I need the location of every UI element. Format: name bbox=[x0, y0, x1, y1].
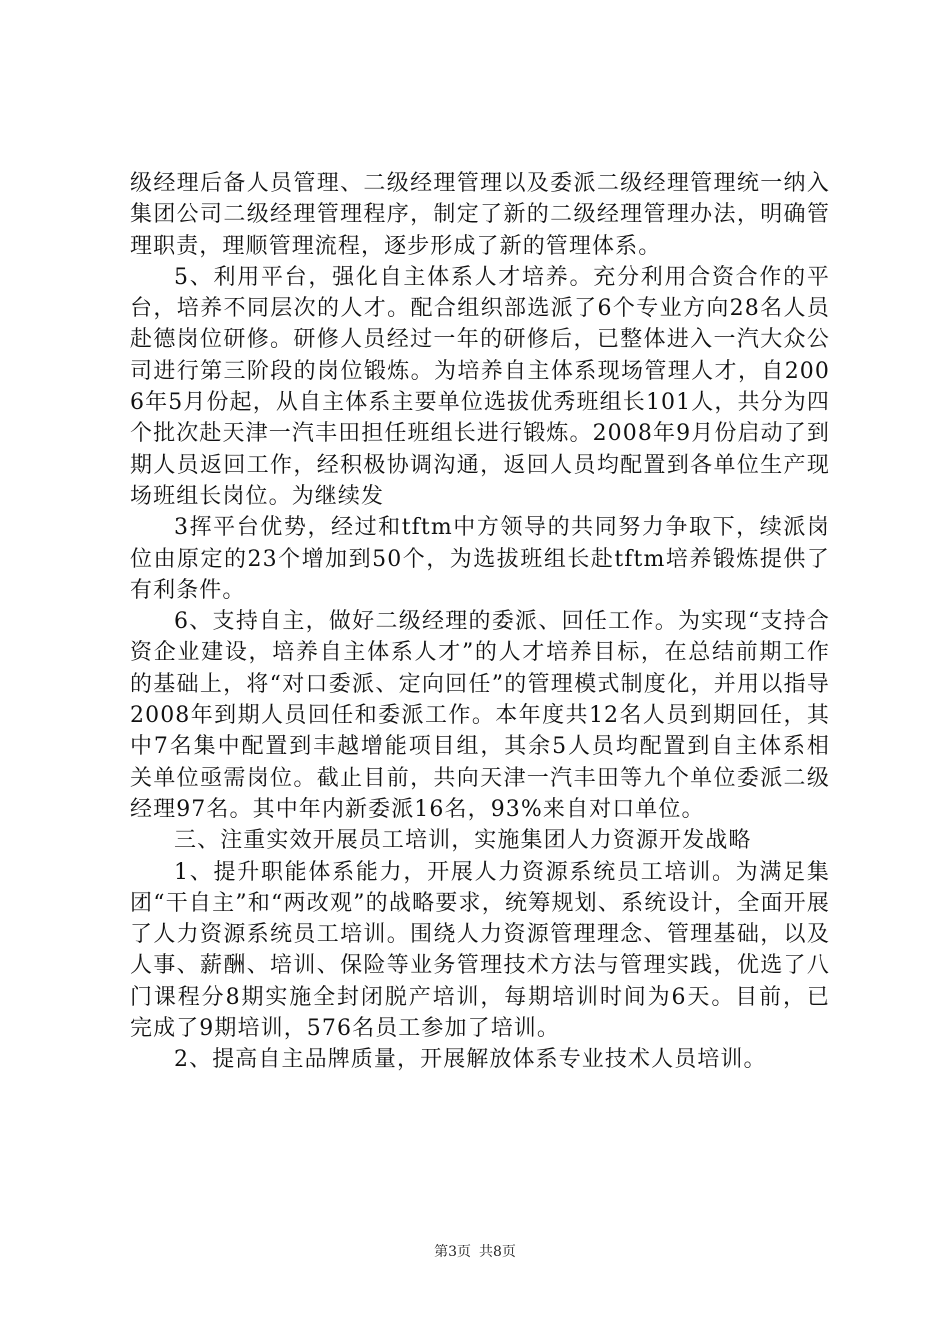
page-total: 共8页 bbox=[479, 1244, 516, 1260]
section-heading-employee-training: 三、注重实效开展员工培训，实施集团人力资源开发战略 bbox=[174, 828, 752, 854]
paragraph-talent-training: 5、利用平台，强化自主体系人才培养。充分利用合资合作的平台，培养不同层次的人才。配合组织部选派了6个专业方向28名人员赴德岗位研修。研修人员经过一年的研修后，已整体进入一汽大众公司进行第三阶段的岗位锻炼。为培养自主体系现场管理人才，自2006年5月份起，从自主体系主要单位选拔优秀班组长101人，共分为四个批次赴天津一汽丰田担任班组长进行锻炼。2008年9月份启动了到期人员返回工作，经积极协调沟通，返回人员均配置到各单位生产现场班组长岗位。为继续发 bbox=[130, 264, 830, 509]
paragraph-technical-training: 2、提高自主品牌质量，开展解放体系专业技术人员培训。 bbox=[174, 1047, 767, 1073]
page-number: 第3页 bbox=[434, 1244, 471, 1260]
paragraph-management-system: 级经理后备人员管理、二级经理管理以及委派二级经理管理统一纳入集团公司二级经理管理程序，制定了新的二级经理管理办法，明确管理职责，理顺管理流程，逐步形成了新的管理体系。 bbox=[130, 171, 830, 259]
page-footer bbox=[0, 1243, 950, 1261]
paragraph-platform-advantage: 3挥平台优势，经过和tftm中方领导的共同努力争取下，续派岗位由原定的23个增加到50个，为选拔班组长赴tftm培养锻炼提供了有利条件。 bbox=[130, 515, 830, 603]
paragraph-hr-training: 1、提升职能体系能力，开展人力资源系统员工培训。为满足集团“干自主”和“两改观”的战略要求，统筹规划、系统设计，全面开展了人力资源系统员工培训。围绕人力资源管理理念、管理基础，以及人事、薪酬、培训、保险等业务管理技术方法与管理实践，优选了八门课程分8期实施全封闭脱产培训，每期培训时间为6天。目前，已完成了9期培训，576名员工参加了培训。 bbox=[130, 859, 830, 1042]
document-body bbox=[130, 168, 830, 1076]
paragraph-manager-dispatch: 6、支持自主，做好二级经理的委派、回任工作。为实现“支持合资企业建设，培养自主体系人才”的人才培养目标，在总结前期工作的基础上，将“对口委派、定向回任”的管理模式制度化，并用以指导2008年到期人员回任和委派工作。本年度共12名人员到期回任，其中7名集中配置到丰越增能项目组，其余5人员均配置到自主体系相关单位亟需岗位。截止目前，共向天津一汽丰田等九个单位委派二级经理97名。其中年内新委派16名，93%来自对口单位。 bbox=[130, 609, 830, 822]
